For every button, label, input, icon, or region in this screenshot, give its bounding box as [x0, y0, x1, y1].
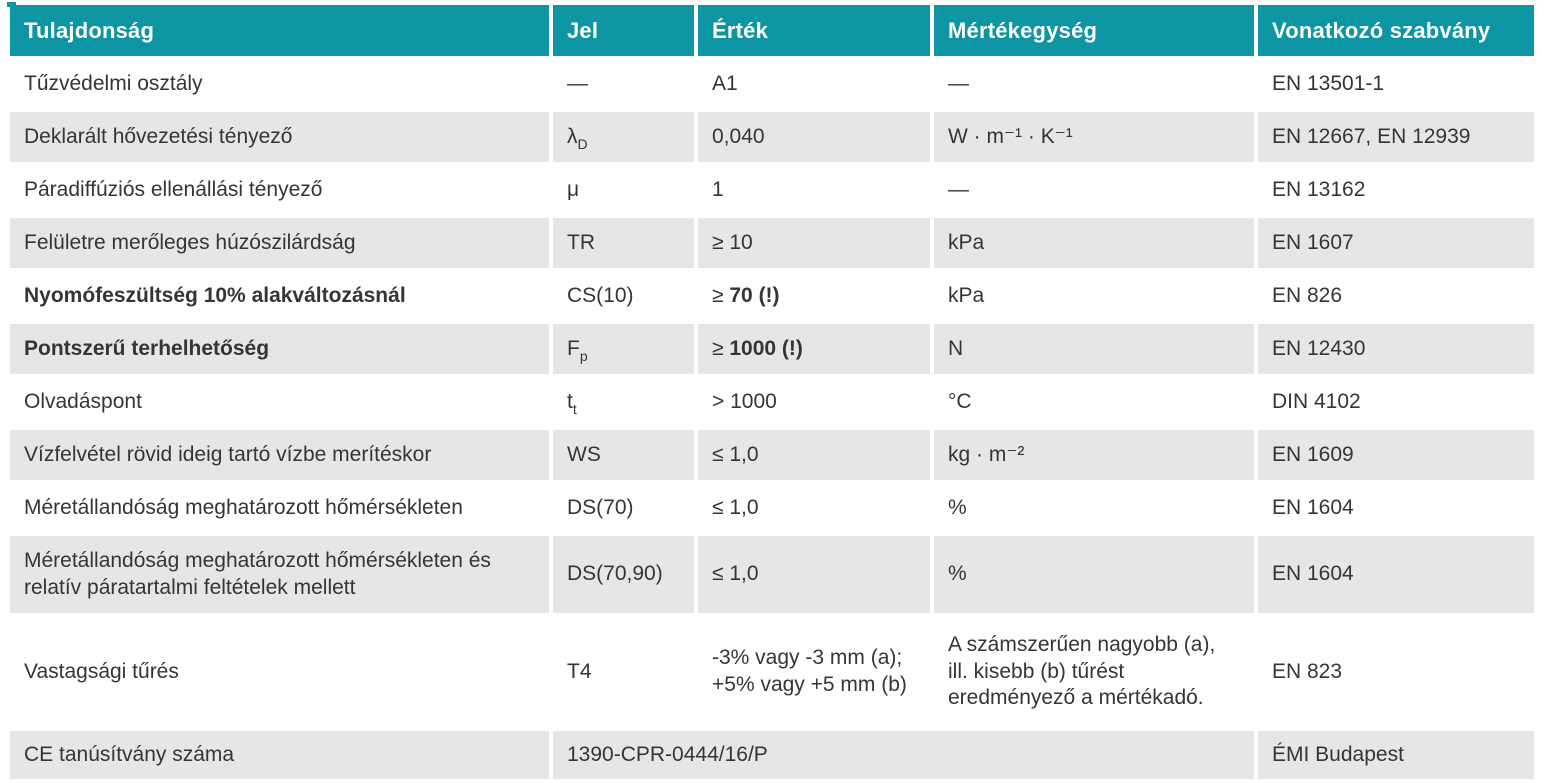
table-row: [10, 165, 1534, 215]
table-row: [10, 731, 1534, 779]
symbol-base: TR: [567, 230, 595, 254]
property-cell: Méretállandóság meghatározott hőmérsékleten és relatív páratartalmi feltételek mellett: [10, 536, 549, 613]
standard-cell: EN 1604: [1258, 483, 1534, 533]
symbol-base: —: [567, 71, 588, 95]
unit-cell: %: [934, 483, 1254, 533]
value-prefix: ≥: [712, 283, 730, 307]
property-cell: Felületre merőleges húzószilárdság: [10, 218, 549, 268]
table-row: [10, 536, 1534, 613]
unit-cell: kg · m⁻²: [934, 430, 1254, 480]
symbol-cell: [553, 59, 694, 109]
table-row: [10, 271, 1534, 321]
value-cell: [698, 430, 930, 480]
symbol-subscript: t: [572, 400, 577, 417]
symbol-subscript: D: [577, 135, 588, 152]
symbol-cell: [553, 536, 694, 613]
header-row: [10, 5, 1534, 56]
property-cell: Tűzvédelmi osztály: [10, 59, 549, 109]
property-cell: Páradiffúziós ellenállási tényező: [10, 165, 549, 215]
symbol-subscript: p: [579, 347, 588, 364]
value-main: -3% vagy -3 mm (a);: [712, 646, 903, 670]
value-cell: [698, 271, 930, 321]
column-header-standard: Vonatkozó szabvány: [1258, 5, 1534, 56]
symbol-base: μ: [567, 177, 580, 201]
value-cell: [698, 112, 930, 162]
symbol-cell: [553, 324, 694, 374]
unit-cell: —: [934, 59, 1254, 109]
standard-cell: DIN 4102: [1258, 377, 1534, 427]
value-cell: [698, 616, 930, 728]
properties-table: [6, 2, 1538, 782]
symbol-base: CS(10): [567, 283, 634, 307]
property-cell: Nyomófeszültség 10% alakváltozásnál: [10, 271, 549, 321]
standard-cell: EN 826: [1258, 271, 1534, 321]
value-main: 0,040: [712, 124, 765, 148]
unit-cell: kPa: [934, 218, 1254, 268]
column-header-unit: Mértékegység: [934, 5, 1254, 56]
table-row: [10, 218, 1534, 268]
value-cell: [698, 377, 930, 427]
column-header-value: Érték: [698, 5, 930, 56]
symbol-cell: [553, 616, 694, 728]
value-cell: [698, 483, 930, 533]
standard-cell: EN 1604: [1258, 536, 1534, 613]
column-header-symbol: Jel: [553, 5, 694, 56]
symbol-base: WS: [567, 442, 601, 466]
table-row: [10, 430, 1534, 480]
symbol-cell: [553, 218, 694, 268]
value-main: 1: [712, 177, 724, 201]
column-header-property: Tulajdonság: [10, 5, 549, 56]
value-cell: [698, 59, 930, 109]
standard-cell: EN 823: [1258, 616, 1534, 728]
property-cell: Vízfelvétel rövid ideig tartó vízbe merítéskor: [10, 430, 549, 480]
symbol-cell: [553, 430, 694, 480]
unit-cell: kPa: [934, 271, 1254, 321]
symbol-base: T4: [567, 659, 592, 683]
unit-cell: W · m⁻¹ · K⁻¹: [934, 112, 1254, 162]
unit-cell: —: [934, 165, 1254, 215]
value-cell: [698, 218, 930, 268]
table-row: [10, 377, 1534, 427]
standard-cell: EN 1609: [1258, 430, 1534, 480]
table-row: [10, 324, 1534, 374]
symbol-base: F: [567, 336, 580, 360]
value-main: ≤ 1,0: [712, 442, 759, 466]
table-row: [10, 616, 1534, 728]
value-main: 1000 (!): [729, 336, 803, 360]
symbol-cell: [553, 165, 694, 215]
table-row: [10, 59, 1534, 109]
unit-cell: %: [934, 536, 1254, 613]
value-cell: [698, 165, 930, 215]
certificate-number-cell: 1390-CPR-0444/16/P: [553, 731, 1254, 779]
value-main: 70 (!): [729, 283, 780, 307]
symbol-cell: [553, 483, 694, 533]
value-line2: +5% vagy +5 mm (b): [712, 673, 907, 696]
property-cell: Olvadáspont: [10, 377, 549, 427]
table-row: [10, 112, 1534, 162]
symbol-base: t: [567, 389, 573, 413]
property-cell: Pontszerű terhelhetőség: [10, 324, 549, 374]
property-cell: Méretállandóság meghatározott hőmérsékleten: [10, 483, 549, 533]
symbol-cell: [553, 377, 694, 427]
symbol-cell: [553, 112, 694, 162]
standard-cell: EN 12667, EN 12939: [1258, 112, 1534, 162]
property-cell: Vastagsági tűrés: [10, 616, 549, 728]
teal-corner-fragment: [7, 2, 16, 7]
value-prefix: ≥: [712, 336, 730, 360]
unit-cell: A számszerűen nagyobb (a), ill. kisebb (b) tűrést eredményező a mértékadó.: [934, 616, 1254, 728]
property-cell: CE tanúsítvány száma: [10, 731, 549, 779]
table-row: [10, 483, 1534, 533]
value-cell: [698, 324, 930, 374]
standard-cell: ÉMI Budapest: [1258, 731, 1534, 779]
standard-cell: EN 1607: [1258, 218, 1534, 268]
property-cell: Deklarált hővezetési tényező: [10, 112, 549, 162]
standard-cell: EN 13162: [1258, 165, 1534, 215]
symbol-base: DS(70,90): [567, 562, 663, 586]
value-main: ≥ 10: [712, 230, 753, 254]
symbol-cell: [553, 271, 694, 321]
standard-cell: EN 13501-1: [1258, 59, 1534, 109]
value-main: ≤ 1,0: [712, 562, 759, 586]
unit-cell: °C: [934, 377, 1254, 427]
value-main: A1: [712, 71, 738, 95]
value-main: ≤ 1,0: [712, 495, 759, 519]
symbol-base: DS(70): [567, 495, 634, 519]
unit-cell: N: [934, 324, 1254, 374]
value-main: > 1000: [712, 389, 777, 413]
symbol-base: λ: [567, 124, 578, 148]
standard-cell: EN 12430: [1258, 324, 1534, 374]
value-cell: [698, 536, 930, 613]
